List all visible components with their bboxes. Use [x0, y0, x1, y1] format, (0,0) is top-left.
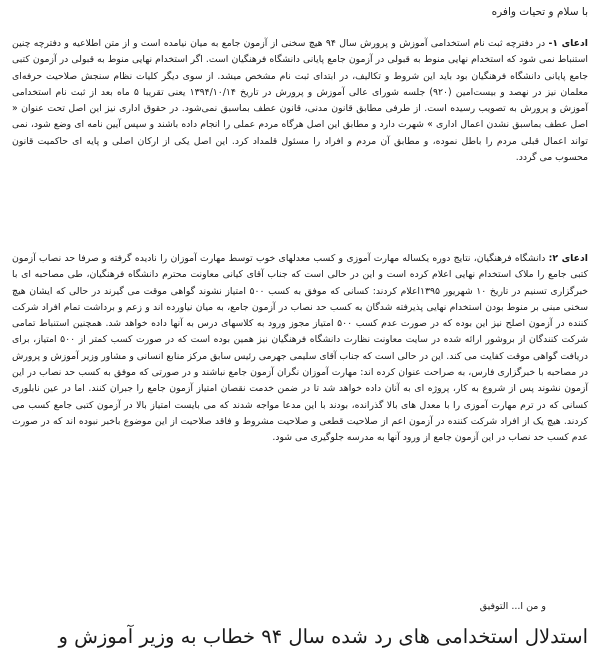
- claim-label-1: ادعای ۱-: [548, 38, 588, 49]
- section-heading: استدلال استخدامی های رد شده سال ۹۴ خطاب به وزیر آموزش و: [58, 625, 588, 648]
- claim-paragraph-2: [12, 251, 588, 447]
- closing-line: و من ا... التوفیق: [479, 601, 546, 612]
- claim-text-1: در دفترچه ثبت نام استخدامی آموزش و پرورش سال ۹۴ هیچ سخنی از آزمون جامع به میان نیامده است و از متن اطلاعیه و دفترچه چنین استنباط نمی شود که استخدام نهایی منوط به قبولی در آزمون جامع پایانی دانشگاه فرهنگیان است. اگر استخدام نهایی منوط به قبولی در آزمون کتبی جامع پایانی دانشگاه فرهنگیان بود باید این شروط و تکالیف، در ابتدای ثبت نام مشخص میشد. از سوی دیگر کلیات نظام سنجش صلاحیت حرفه‌ای معلمان نیز در نهصد و بیست‌امین (۹۲۰) جلسه شورای عالی آموزش و پرورش در تاریخ ۱۳۹۴/۱۰/۱۴ یعنی تقریبا ۵ ماه بعد از ثبت نام استخدامی آموزش و پرورش به تصویب رسیده است. از طرفی مطابق قانون مدنی، قانون عطف بماسبق نمی‌شود. در حقوق اداری نیز این اصل تحت عنوان « اصل عطف بماسبق نشدن اعمال اداری » شهرت دارد و مطابق این اصل هرگاه مردم عملی را انجام داده باشند و سپس آیین نامه ای وضع شود، نمی تواند اعمال قبلی مردم را باطل نموده، و مطابق آن مردم و افراد را مسئول قلمداد کرد. این اصل یکی از ارکان اصلی و پایه ای حاکمیت قانون محسوب می گردد.: [12, 38, 588, 164]
- claim-label-2: ادعای ۲:: [548, 253, 588, 264]
- document-page: [12, 0, 588, 667]
- claim-paragraph-1: [12, 36, 588, 166]
- greeting-line: با سلام و تحیات وافره: [491, 6, 588, 18]
- claim-text-2: دانشگاه فرهنگیان، نتایج دوره یکساله مهارت آموزی و کسب معدلهای خوب توسط مهارت آموزان را نادیده گرفته و صرفا حد نصاب آزمون کتبی جامع را ملاک استخدام نهایی اعلام کرده است و این در حالی است که جناب آقای کیانی معاونت محترم دانشگاه فرهنگیان، طی مصاحبه ای با خبرگزاری تسنیم در تاریخ ۱۰ شهریور ۱۳۹۵اعلام کردند: کسانی که موفق به کسب ۵۰۰ امتیاز نشوند گواهی موقت می گیرند در حالی که ایشان هیچ سخنی مبنی بر منوط بودن استخدام نهایی پذیرفته شدگان به کسب حد نصاب در آزمون جامع، به میان نیاورده اند و زعم و برداشت تمام افراد شرکت کننده در آزمون اصلح نیز این بوده که در صورت عدم کسب ۵۰۰ امتیاز مجوز ورود به کلاسهای درس به آنها داده خواهد شد. همچنین استنباط تمامی شرکت کنندگان از بروشور ارائه شده در سایت معاونت نظارت دانشگاه فرهنگیان نیز همین بوده است که در صورت کسب کمتر از ۵۰۰ امتیاز، برای دریافت گواهی موقت کفایت می کند. این در حالی است که جناب آقای سلیمی جهرمی رئیس سابق مرکز منابع انسانی و مشاور وزیر آموزش و پرورش در مصاحبه با خبرگزاری فارس، به صراحت عنوان کرده اند: مهارت آموزان نگران آزمون جامع نباشند و در صورتی که موفق به کسب حد نصاب در این آزمون نشوند پس از شروع به کار، پروژه ای به آنان داده خواهد شد تا در ضمن خدمت نقصان امتیاز آزمون جامع را جبران کنند. اما در عین نابلوری کسانی که در ترم مهارت آموزی را با معدل های بالا گذرانده، بودند با این مدعا مواجه شدند که می بایست امتیاز بالا در آزمون کتبی جامع کسب می کردند. هیچ یک از افراد شرکت کننده در آزمون اعم از صلاحیت قطعی و صلاحیت مشروط و فاقد صلاحیت از این موضوع باخبر نبوده اند که در صورت عدم کسب حد نصاب در این آزمون جامع از ورود آنها به مدرسه جلوگیری می شود.: [12, 253, 589, 444]
